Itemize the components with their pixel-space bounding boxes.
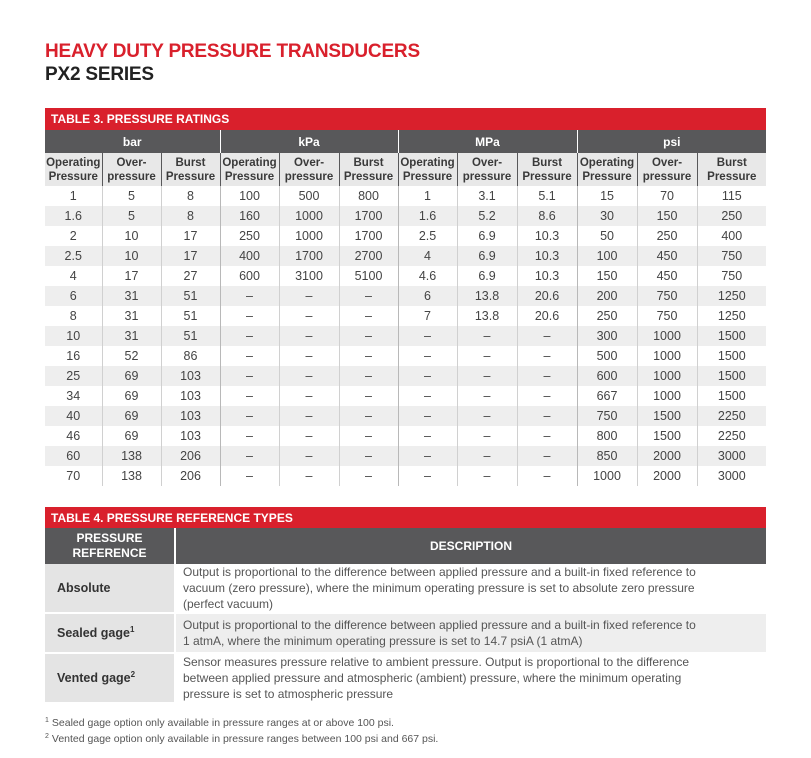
table-cell: 1.6 bbox=[398, 206, 457, 226]
table-cell: – bbox=[398, 366, 457, 386]
table-cell: 103 bbox=[161, 366, 220, 386]
table-cell: 5100 bbox=[339, 266, 398, 286]
table-cell: 150 bbox=[637, 206, 697, 226]
table-row bbox=[45, 446, 766, 466]
reference-type-cell: Vented gage$^2$ bbox=[45, 653, 175, 703]
table-cell: 6.9 bbox=[457, 246, 517, 266]
table-row bbox=[45, 226, 766, 246]
column-header: Burst Pressure bbox=[161, 153, 220, 186]
column-header: Operating Pressure bbox=[577, 153, 637, 186]
table-cell: 2.5 bbox=[398, 226, 457, 246]
table-cell: – bbox=[279, 446, 339, 466]
table-cell: 4 bbox=[45, 266, 102, 286]
column-header: Burst Pressure bbox=[339, 153, 398, 186]
table-cell: – bbox=[457, 426, 517, 446]
table-cell: 1000 bbox=[637, 366, 697, 386]
table-cell: – bbox=[517, 366, 577, 386]
table-row bbox=[45, 286, 766, 306]
table-row bbox=[45, 613, 766, 653]
table-cell: 2.5 bbox=[45, 246, 102, 266]
table-cell: – bbox=[220, 366, 279, 386]
table-row bbox=[45, 366, 766, 386]
table-cell: – bbox=[398, 346, 457, 366]
table-cell: 31 bbox=[102, 286, 161, 306]
reference-type-cell: Sealed gage$^1$ bbox=[45, 613, 175, 653]
table-cell: 51 bbox=[161, 306, 220, 326]
table-cell: – bbox=[398, 466, 457, 486]
unit-header: psi bbox=[577, 130, 766, 153]
table-cell: – bbox=[279, 426, 339, 446]
table-cell: 150 bbox=[577, 266, 637, 286]
table-cell: 17 bbox=[161, 226, 220, 246]
table-cell: 115 bbox=[697, 186, 766, 206]
table-cell: – bbox=[457, 346, 517, 366]
table-cell: 3100 bbox=[279, 266, 339, 286]
table-cell: – bbox=[279, 286, 339, 306]
table-cell: – bbox=[220, 426, 279, 446]
table-cell: 50 bbox=[577, 226, 637, 246]
table-cell: 70 bbox=[637, 186, 697, 206]
table-cell: – bbox=[517, 326, 577, 346]
table-cell: 6.9 bbox=[457, 266, 517, 286]
reference-type-cell: Absolute bbox=[45, 564, 175, 613]
table-cell: 27 bbox=[161, 266, 220, 286]
table-cell: – bbox=[339, 386, 398, 406]
table-cell: – bbox=[339, 426, 398, 446]
table-cell: – bbox=[457, 406, 517, 426]
column-header: Burst Pressure bbox=[517, 153, 577, 186]
table-cell: 6.9 bbox=[457, 226, 517, 246]
table-cell: – bbox=[220, 286, 279, 306]
table-row bbox=[45, 306, 766, 326]
table-cell: 100 bbox=[577, 246, 637, 266]
table-cell: 103 bbox=[161, 426, 220, 446]
table-cell: 206 bbox=[161, 466, 220, 486]
table-cell: 500 bbox=[279, 186, 339, 206]
table-cell: 600 bbox=[577, 366, 637, 386]
column-header: Over- pressure bbox=[637, 153, 697, 186]
table-cell: 52 bbox=[102, 346, 161, 366]
reference-column-header: PRESSURE REFERENCE bbox=[45, 528, 175, 564]
table-cell: – bbox=[457, 466, 517, 486]
table-cell: 51 bbox=[161, 326, 220, 346]
table-cell: – bbox=[339, 346, 398, 366]
table-cell: 3000 bbox=[697, 446, 766, 466]
table-row bbox=[45, 186, 766, 206]
table-cell: 400 bbox=[697, 226, 766, 246]
table-cell: 206 bbox=[161, 446, 220, 466]
unit-header: bar bbox=[45, 130, 220, 153]
table-cell: 1250 bbox=[697, 286, 766, 306]
table-cell: 1000 bbox=[637, 346, 697, 366]
description-cell: Sensor measures pressure relative to ambient pressure. Output is proportional to the difference between applied pressure and atmospheric (ambient) pressure, where the minimum operating pressure is set to atmospheric pressure bbox=[175, 653, 766, 703]
description-cell: Output is proportional to the difference between applied pressure and a built-in fixed reference to 1 atmA, where the minimum operating pressure is set to 14.7 psiA (1 atmA) bbox=[175, 613, 766, 653]
table-row bbox=[45, 406, 766, 426]
table-cell: 250 bbox=[577, 306, 637, 326]
pressure-reference-table bbox=[45, 528, 766, 704]
table-cell: 30 bbox=[577, 206, 637, 226]
table-cell: 17 bbox=[161, 246, 220, 266]
table-cell: – bbox=[220, 346, 279, 366]
table-cell: 1.6 bbox=[45, 206, 102, 226]
table-cell: 17 bbox=[102, 266, 161, 286]
table-cell: 8 bbox=[45, 306, 102, 326]
table-cell: – bbox=[220, 406, 279, 426]
table-cell: 250 bbox=[637, 226, 697, 246]
table-cell: 13.8 bbox=[457, 286, 517, 306]
column-header: Over- pressure bbox=[279, 153, 339, 186]
table-row bbox=[45, 206, 766, 226]
table-cell: 10.3 bbox=[517, 246, 577, 266]
table-cell: – bbox=[339, 366, 398, 386]
table-cell: 800 bbox=[339, 186, 398, 206]
table-cell: 1500 bbox=[697, 386, 766, 406]
table-cell: 51 bbox=[161, 286, 220, 306]
table-cell: 2000 bbox=[637, 446, 697, 466]
table-row bbox=[45, 326, 766, 346]
table-cell: – bbox=[279, 406, 339, 426]
table-cell: 1700 bbox=[339, 206, 398, 226]
table-cell: 20.6 bbox=[517, 286, 577, 306]
column-header: Over- pressure bbox=[457, 153, 517, 186]
table-cell: – bbox=[457, 326, 517, 346]
table-cell: 103 bbox=[161, 406, 220, 426]
table-cell: – bbox=[398, 326, 457, 346]
table-cell: 15 bbox=[577, 186, 637, 206]
table-cell: – bbox=[398, 426, 457, 446]
table-cell: 5 bbox=[102, 206, 161, 226]
table-cell: 750 bbox=[697, 266, 766, 286]
pressure-ratings-table bbox=[45, 130, 766, 486]
table-cell: 1 bbox=[398, 186, 457, 206]
table-cell: 3.1 bbox=[457, 186, 517, 206]
table-cell: 138 bbox=[102, 446, 161, 466]
column-header: Burst Pressure bbox=[697, 153, 766, 186]
table-row bbox=[45, 564, 766, 613]
table-cell: 450 bbox=[637, 246, 697, 266]
table-cell: 1000 bbox=[637, 386, 697, 406]
table-cell: – bbox=[220, 466, 279, 486]
table-cell: 750 bbox=[637, 306, 697, 326]
table-cell: – bbox=[517, 386, 577, 406]
table-cell: 69 bbox=[102, 406, 161, 426]
document-subtitle: PX2 SERIES bbox=[45, 64, 154, 85]
table-cell: – bbox=[339, 286, 398, 306]
table-cell: 1000 bbox=[279, 206, 339, 226]
table-cell: 8 bbox=[161, 186, 220, 206]
table-cell: – bbox=[220, 306, 279, 326]
table-cell: 1250 bbox=[697, 306, 766, 326]
table-cell: 5.1 bbox=[517, 186, 577, 206]
table-cell: 450 bbox=[637, 266, 697, 286]
table-cell: 2250 bbox=[697, 426, 766, 446]
table-row bbox=[45, 266, 766, 286]
table-cell: – bbox=[339, 466, 398, 486]
table-cell: – bbox=[339, 306, 398, 326]
table-cell: 1500 bbox=[637, 426, 697, 446]
table-cell: 7 bbox=[398, 306, 457, 326]
table-cell: 5.2 bbox=[457, 206, 517, 226]
table-cell: – bbox=[517, 466, 577, 486]
table-cell: – bbox=[457, 386, 517, 406]
table-cell: 850 bbox=[577, 446, 637, 466]
table-row bbox=[45, 386, 766, 406]
table-cell: 69 bbox=[102, 386, 161, 406]
column-header-row bbox=[45, 153, 766, 186]
table-cell: 60 bbox=[45, 446, 102, 466]
table-cell: 2000 bbox=[637, 466, 697, 486]
table-cell: 1 bbox=[45, 186, 102, 206]
table-cell: 500 bbox=[577, 346, 637, 366]
table-cell: 103 bbox=[161, 386, 220, 406]
table-cell: – bbox=[220, 386, 279, 406]
unit-header: kPa bbox=[220, 130, 398, 153]
column-header: Over- pressure bbox=[102, 153, 161, 186]
column-header: Operating Pressure bbox=[45, 153, 102, 186]
table-cell: 250 bbox=[220, 226, 279, 246]
table-cell: 4.6 bbox=[398, 266, 457, 286]
table-cell: – bbox=[279, 346, 339, 366]
table-cell: 250 bbox=[697, 206, 766, 226]
footnote-1: $^1$ Sealed gage option only available in pressure ranges at or above 100 psi. bbox=[45, 716, 394, 729]
table-cell: – bbox=[279, 386, 339, 406]
table-cell: 69 bbox=[102, 426, 161, 446]
table-cell: 10.3 bbox=[517, 226, 577, 246]
table-cell: – bbox=[279, 366, 339, 386]
table-cell: 750 bbox=[577, 406, 637, 426]
table-cell: 4 bbox=[398, 246, 457, 266]
table-cell: 1500 bbox=[697, 366, 766, 386]
table-cell: 138 bbox=[102, 466, 161, 486]
table-cell: 69 bbox=[102, 366, 161, 386]
table-cell: 160 bbox=[220, 206, 279, 226]
table-cell: 1500 bbox=[697, 346, 766, 366]
table-cell: – bbox=[279, 466, 339, 486]
table-cell: 400 bbox=[220, 246, 279, 266]
table-cell: – bbox=[517, 346, 577, 366]
table-cell: – bbox=[457, 446, 517, 466]
table-cell: 100 bbox=[220, 186, 279, 206]
table-cell: – bbox=[339, 406, 398, 426]
table-cell: – bbox=[220, 446, 279, 466]
table-cell: – bbox=[398, 446, 457, 466]
table4-title: TABLE 4. PRESSURE REFERENCE TYPES bbox=[45, 507, 766, 529]
table-cell: 8.6 bbox=[517, 206, 577, 226]
table-cell: – bbox=[457, 366, 517, 386]
table-cell: 86 bbox=[161, 346, 220, 366]
table-cell: – bbox=[279, 306, 339, 326]
table-row bbox=[45, 466, 766, 486]
table-cell: 750 bbox=[697, 246, 766, 266]
table-cell: 20.6 bbox=[517, 306, 577, 326]
table-cell: 300 bbox=[577, 326, 637, 346]
table-cell: 5 bbox=[102, 186, 161, 206]
table-cell: 40 bbox=[45, 406, 102, 426]
table-row bbox=[45, 246, 766, 266]
table-row bbox=[45, 653, 766, 703]
table-cell: 3000 bbox=[697, 466, 766, 486]
table-cell: – bbox=[517, 406, 577, 426]
table-cell: 10.3 bbox=[517, 266, 577, 286]
column-header: Operating Pressure bbox=[220, 153, 279, 186]
table-cell: 13.8 bbox=[457, 306, 517, 326]
table-row bbox=[45, 346, 766, 366]
description-cell: Output is proportional to the difference between applied pressure and a built-in fixed reference to vacuum (zero pressure), where the minimum operating pressure is set to absolute zero pressure (perfect vacuum) bbox=[175, 564, 766, 613]
table-cell: – bbox=[398, 386, 457, 406]
table-cell: 1500 bbox=[697, 326, 766, 346]
table-cell: 46 bbox=[45, 426, 102, 446]
column-header: Operating Pressure bbox=[398, 153, 457, 186]
table-cell: 16 bbox=[45, 346, 102, 366]
table-cell: 1500 bbox=[637, 406, 697, 426]
table-cell: – bbox=[220, 326, 279, 346]
table-cell: 31 bbox=[102, 326, 161, 346]
table-cell: – bbox=[517, 426, 577, 446]
table-cell: 25 bbox=[45, 366, 102, 386]
table-cell: 10 bbox=[102, 246, 161, 266]
table-cell: 1000 bbox=[637, 326, 697, 346]
table-cell: 6 bbox=[398, 286, 457, 306]
description-column-header: DESCRIPTION bbox=[175, 528, 766, 564]
table-cell: 10 bbox=[102, 226, 161, 246]
table4-header-row bbox=[45, 528, 766, 564]
table-cell: 1700 bbox=[339, 226, 398, 246]
unit-header: MPa bbox=[398, 130, 577, 153]
table-cell: 1000 bbox=[279, 226, 339, 246]
table-cell: 10 bbox=[45, 326, 102, 346]
table-cell: 800 bbox=[577, 426, 637, 446]
table-cell: 34 bbox=[45, 386, 102, 406]
table-cell: 1700 bbox=[279, 246, 339, 266]
table-cell: – bbox=[279, 326, 339, 346]
table-cell: – bbox=[398, 406, 457, 426]
table-cell: 2 bbox=[45, 226, 102, 246]
table-cell: 8 bbox=[161, 206, 220, 226]
table-cell: 750 bbox=[637, 286, 697, 306]
table-cell: 1000 bbox=[577, 466, 637, 486]
document-title: HEAVY DUTY PRESSURE TRANSDUCERS bbox=[45, 41, 420, 62]
table-cell: 2250 bbox=[697, 406, 766, 426]
table-cell: 31 bbox=[102, 306, 161, 326]
table-cell: 2700 bbox=[339, 246, 398, 266]
footnote-2: $^2$ Vented gage option only available in pressure ranges between 100 psi and 667 psi. bbox=[45, 732, 439, 745]
table-cell: – bbox=[339, 446, 398, 466]
table-cell: 70 bbox=[45, 466, 102, 486]
table-cell: 200 bbox=[577, 286, 637, 306]
unit-header-row bbox=[45, 130, 766, 153]
table-cell: – bbox=[339, 326, 398, 346]
table-cell: 667 bbox=[577, 386, 637, 406]
table-row bbox=[45, 426, 766, 446]
table-cell: 600 bbox=[220, 266, 279, 286]
table-cell: 6 bbox=[45, 286, 102, 306]
table3-title: TABLE 3. PRESSURE RATINGS bbox=[45, 108, 766, 130]
table-cell: – bbox=[517, 446, 577, 466]
